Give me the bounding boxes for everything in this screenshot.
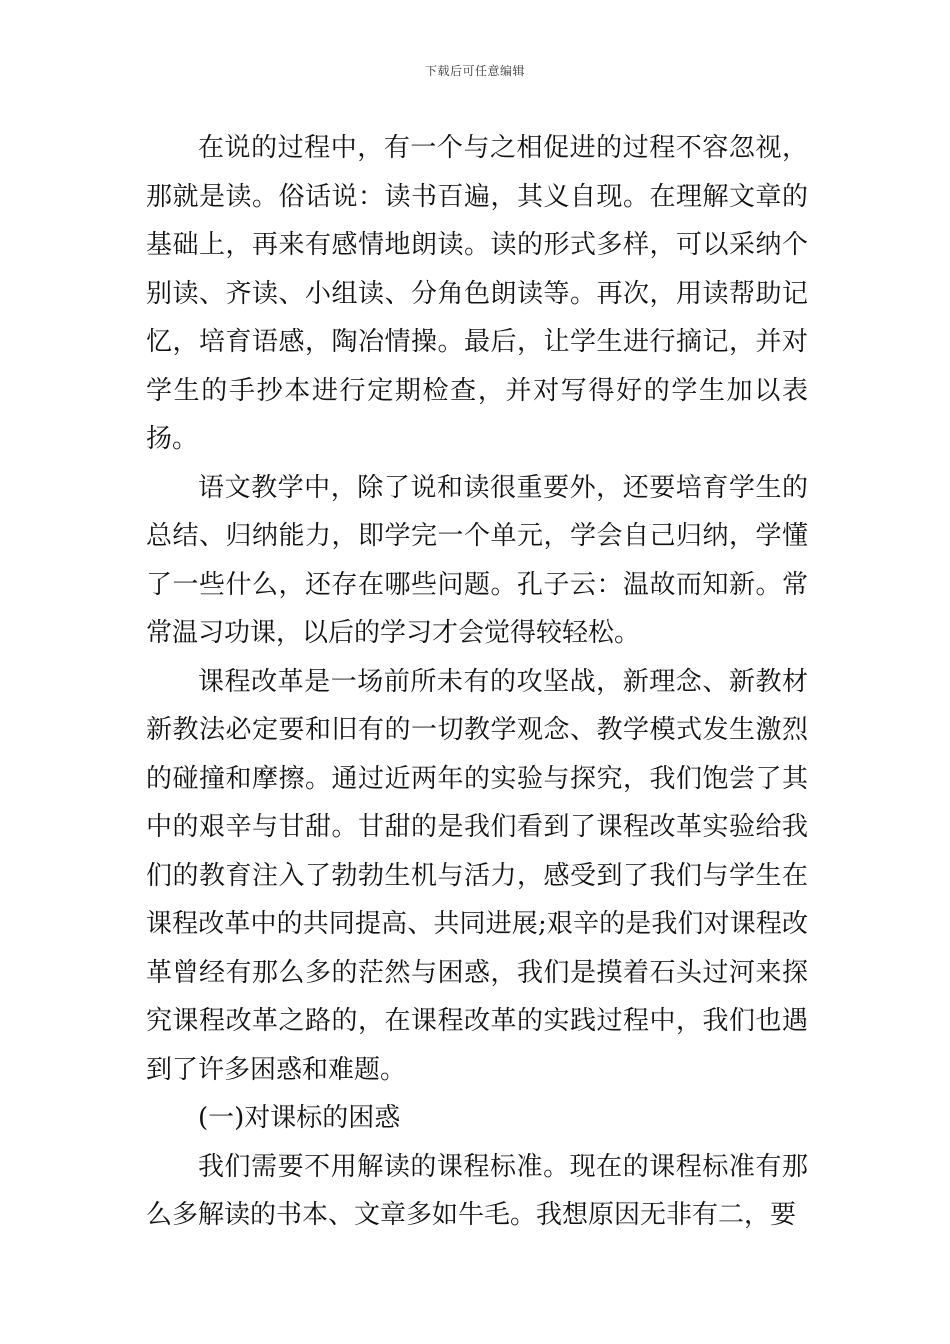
paragraph-1: 在说的过程中，有一个与之相促进的过程不容忽视，那就是读。俗话说：读书百遍，其义自现。在理解文章的基础上，再来有感情地朗读。读的形式多样，可以采纳个别读、齐读、小组读、分角色朗读等。再次，用读帮助记忆，培育语感，陶冶情操。最后，让学生进行摘记，并对学生的手抄本进行定期检查，并对写得好的学生加以表扬。 [146,133,808,454]
document-body [146,124,808,1240]
paragraph-3: 课程改革是一场前所未有的攻坚战，新理念、新教材新教法必定要和旧有的一切教学观念、教学模式发生激烈的碰撞和摩擦。通过近两年的实验与探究，我们饱尝了其中的艰辛与甘甜。甘甜的是我们看到了课程改革实验给我们的教育注入了勃勃生机与活力，感受到了我们与学生在课程改革中的共同提高、共同进展;艰辛的是我们对课程改革曾经有那么多的茫然与困惑，我们是摸着石头过河来探究课程改革之路的，在课程改革的实践过程中，我们也遇到了许多困惑和难题。 [146,666,808,1085]
page-header: 下载后可任意编辑 [424,64,525,78]
section-heading: (一)对课标的困惑 [198,1103,401,1133]
paragraph-4: 我们需要不用解读的课程标准。现在的课程标准有那么多解读的书本、文章多如牛毛。我想原因无非有二，要 [146,1151,808,1230]
paragraph-2: 语文教学中，除了说和读很重要外，还要培育学生的总结、归纳能力，即学完一个单元，学会自己归纳，学懂了一些什么，还存在哪些问题。孔子云：温故而知新。常常温习功课，以后的学习才会觉得较轻松。 [146,472,808,648]
